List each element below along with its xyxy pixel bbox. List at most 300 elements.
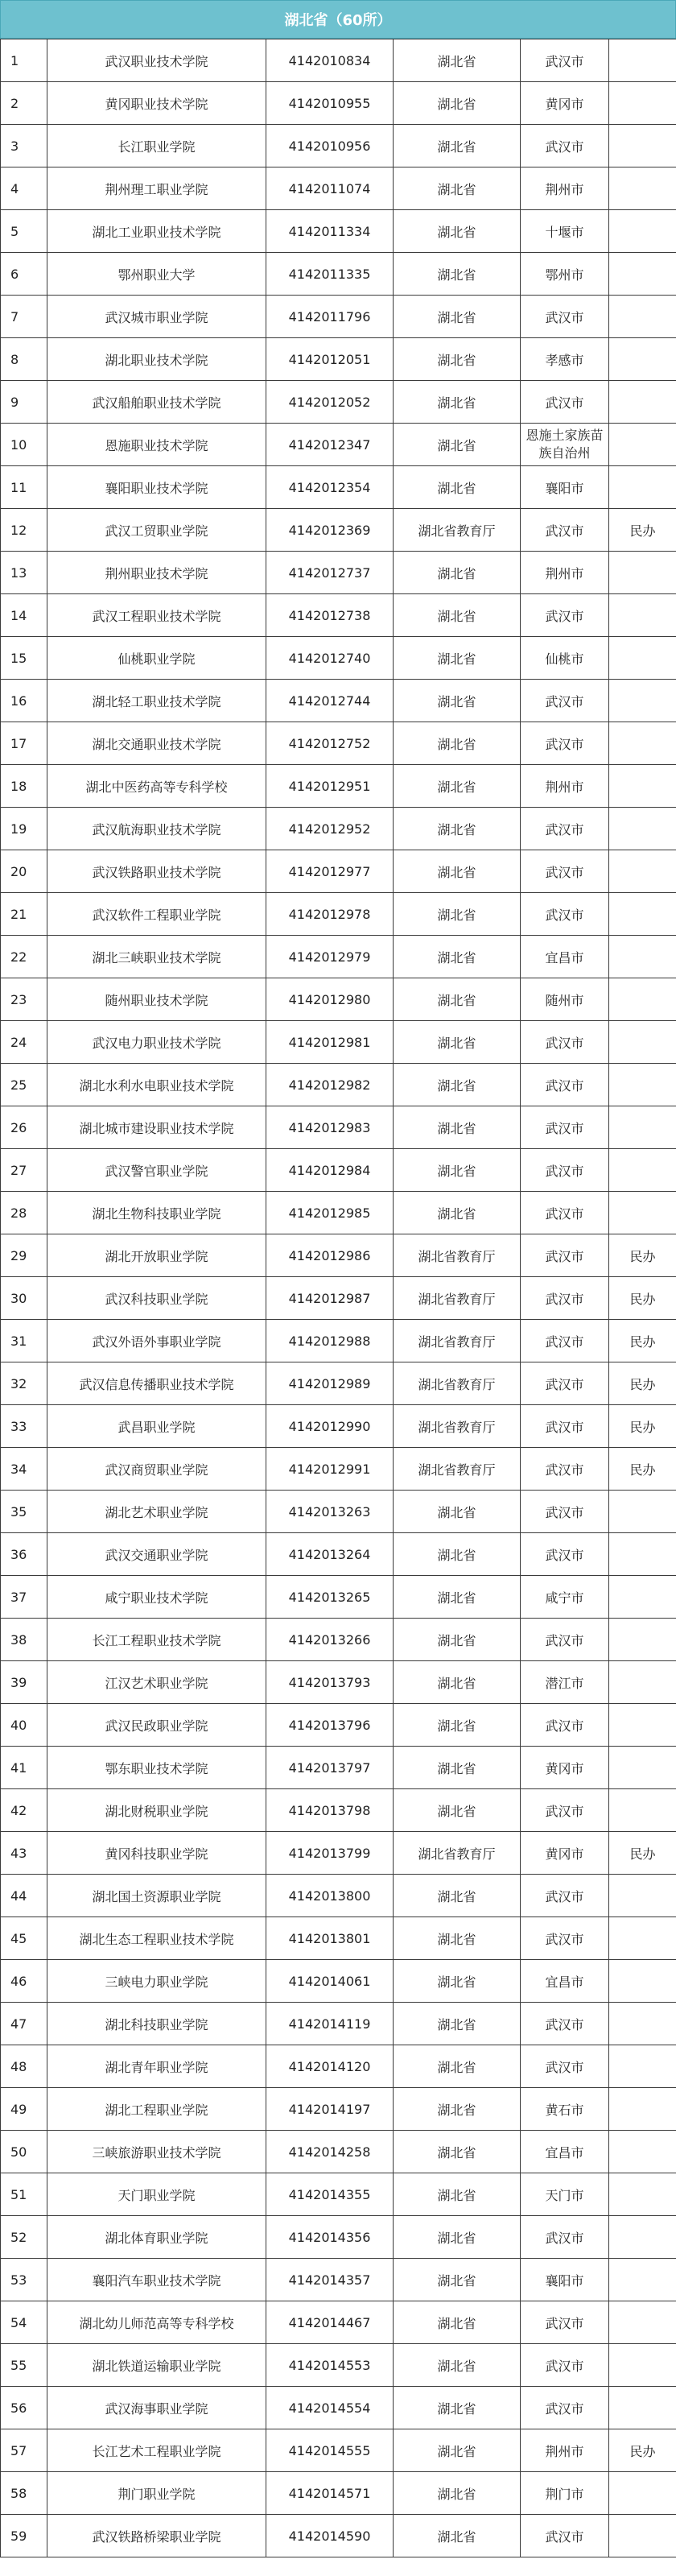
authority-cell: 湖北省教育厅 xyxy=(394,1405,521,1448)
school-code-cell: 4142011335 xyxy=(266,253,394,296)
row-number-cell: 50 xyxy=(1,2131,47,2173)
row-number-cell: 15 xyxy=(1,637,47,680)
school-name-cell: 三峡电力职业学院 xyxy=(47,1960,266,2003)
table-row xyxy=(1,1917,676,1960)
table-row xyxy=(1,1234,676,1277)
authority-cell: 湖北省 xyxy=(394,424,521,466)
city-cell: 武汉市 xyxy=(521,1789,609,1832)
city-cell: 天门市 xyxy=(521,2173,609,2216)
row-number-cell: 46 xyxy=(1,1960,47,2003)
city-cell: 武汉市 xyxy=(521,125,609,167)
note-cell xyxy=(609,1576,676,1619)
school-name-cell: 武汉民政职业学院 xyxy=(47,1704,266,1747)
authority-cell: 湖北省 xyxy=(394,637,521,680)
city-cell: 荆州市 xyxy=(521,552,609,594)
school-code-cell: 4142012987 xyxy=(266,1277,394,1320)
table-row xyxy=(1,2429,676,2472)
table-row xyxy=(1,1362,676,1405)
city-cell: 武汉市 xyxy=(521,722,609,765)
authority-cell: 湖北省教育厅 xyxy=(394,1234,521,1277)
row-number-cell: 31 xyxy=(1,1320,47,1362)
note-cell xyxy=(609,338,676,381)
school-code-cell: 4142012347 xyxy=(266,424,394,466)
city-cell: 孝感市 xyxy=(521,338,609,381)
school-code-cell: 4142013798 xyxy=(266,1789,394,1832)
school-code-cell: 4142014554 xyxy=(266,2387,394,2429)
school-code-cell: 4142012952 xyxy=(266,808,394,850)
city-cell: 襄阳市 xyxy=(521,466,609,509)
row-number-cell: 23 xyxy=(1,978,47,1021)
school-name-cell: 武汉电力职业技术学院 xyxy=(47,1021,266,1064)
row-number-cell: 27 xyxy=(1,1149,47,1192)
city-cell: 武汉市 xyxy=(521,1405,609,1448)
city-cell: 武汉市 xyxy=(521,1021,609,1064)
table-row xyxy=(1,893,676,936)
row-number-cell: 9 xyxy=(1,381,47,424)
note-cell xyxy=(609,1661,676,1704)
table-row xyxy=(1,637,676,680)
school-name-cell: 仙桃职业学院 xyxy=(47,637,266,680)
city-cell: 武汉市 xyxy=(521,1234,609,1277)
table-row xyxy=(1,381,676,424)
row-number-cell: 7 xyxy=(1,296,47,338)
school-name-cell: 武汉信息传播职业技术学院 xyxy=(47,1362,266,1405)
authority-cell: 湖北省 xyxy=(394,1747,521,1789)
school-code-cell: 4142012752 xyxy=(266,722,394,765)
school-name-cell: 荆州理工职业学院 xyxy=(47,167,266,210)
authority-cell: 湖北省 xyxy=(394,2216,521,2259)
row-number-cell: 5 xyxy=(1,210,47,253)
authority-cell: 湖北省 xyxy=(394,381,521,424)
row-number-cell: 22 xyxy=(1,936,47,978)
note-cell xyxy=(609,2472,676,2515)
school-code-cell: 4142012354 xyxy=(266,466,394,509)
note-cell xyxy=(609,765,676,808)
authority-cell: 湖北省 xyxy=(394,2301,521,2344)
row-number-cell: 11 xyxy=(1,466,47,509)
authority-cell: 湖北省 xyxy=(394,1704,521,1747)
table-row xyxy=(1,1277,676,1320)
table-row xyxy=(1,296,676,338)
table-row xyxy=(1,680,676,722)
city-cell: 武汉市 xyxy=(521,1106,609,1149)
city-cell: 武汉市 xyxy=(521,2045,609,2088)
table-row xyxy=(1,509,676,552)
row-number-cell: 21 xyxy=(1,893,47,936)
city-cell: 宜昌市 xyxy=(521,2131,609,2173)
school-code-cell: 4142013796 xyxy=(266,1704,394,1747)
school-code-cell: 4142012991 xyxy=(266,1448,394,1491)
authority-cell: 湖北省 xyxy=(394,1192,521,1234)
authority-cell: 湖北省 xyxy=(394,552,521,594)
city-cell: 武汉市 xyxy=(521,680,609,722)
row-number-cell: 57 xyxy=(1,2429,47,2472)
note-cell xyxy=(609,1192,676,1234)
table-row xyxy=(1,2216,676,2259)
school-code-cell: 4142013797 xyxy=(266,1747,394,1789)
table-row xyxy=(1,338,676,381)
school-name-cell: 鄂州职业大学 xyxy=(47,253,266,296)
authority-cell: 湖北省 xyxy=(394,765,521,808)
note-cell xyxy=(609,2045,676,2088)
row-number-cell: 38 xyxy=(1,1619,47,1661)
authority-cell: 湖北省 xyxy=(394,1106,521,1149)
authority-cell: 湖北省 xyxy=(394,1789,521,1832)
school-code-cell: 4142012979 xyxy=(266,936,394,978)
table-row xyxy=(1,1704,676,1747)
table-row xyxy=(1,82,676,125)
school-name-cell: 湖北生态工程职业技术学院 xyxy=(47,1917,266,1960)
note-cell xyxy=(609,552,676,594)
table-body xyxy=(1,39,676,2557)
authority-cell: 湖北省 xyxy=(394,2088,521,2131)
table-row xyxy=(1,1747,676,1789)
city-cell: 武汉市 xyxy=(521,2301,609,2344)
school-name-cell: 长江工程职业技术学院 xyxy=(47,1619,266,1661)
city-cell: 武汉市 xyxy=(521,1064,609,1106)
table-row xyxy=(1,1106,676,1149)
row-number-cell: 49 xyxy=(1,2088,47,2131)
school-name-cell: 江汉艺术职业学院 xyxy=(47,1661,266,1704)
row-number-cell: 37 xyxy=(1,1576,47,1619)
row-number-cell: 44 xyxy=(1,1875,47,1917)
note-cell xyxy=(609,1149,676,1192)
note-cell xyxy=(609,1704,676,1747)
table-row xyxy=(1,978,676,1021)
school-name-cell: 荆门职业学院 xyxy=(47,2472,266,2515)
row-number-cell: 29 xyxy=(1,1234,47,1277)
school-name-cell: 湖北职业技术学院 xyxy=(47,338,266,381)
table-row xyxy=(1,1789,676,1832)
school-code-cell: 4142014357 xyxy=(266,2259,394,2301)
authority-cell: 湖北省 xyxy=(394,722,521,765)
note-cell xyxy=(609,1619,676,1661)
table-row xyxy=(1,253,676,296)
note-cell xyxy=(609,2259,676,2301)
school-code-cell: 4142012986 xyxy=(266,1234,394,1277)
row-number-cell: 26 xyxy=(1,1106,47,1149)
row-number-cell: 54 xyxy=(1,2301,47,2344)
authority-cell: 湖北省教育厅 xyxy=(394,509,521,552)
school-name-cell: 武汉海事职业学院 xyxy=(47,2387,266,2429)
school-code-cell: 4142014571 xyxy=(266,2472,394,2515)
city-cell: 宜昌市 xyxy=(521,1960,609,2003)
row-number-cell: 34 xyxy=(1,1448,47,1491)
school-code-cell: 4142014590 xyxy=(266,2515,394,2557)
note-cell xyxy=(609,2173,676,2216)
table-row xyxy=(1,594,676,637)
city-cell: 咸宁市 xyxy=(521,1576,609,1619)
school-name-cell: 襄阳汽车职业技术学院 xyxy=(47,2259,266,2301)
school-code-cell: 4142012983 xyxy=(266,1106,394,1149)
row-number-cell: 48 xyxy=(1,2045,47,2088)
row-number-cell: 59 xyxy=(1,2515,47,2557)
row-number-cell: 8 xyxy=(1,338,47,381)
row-number-cell: 56 xyxy=(1,2387,47,2429)
school-name-cell: 武汉工贸职业学院 xyxy=(47,509,266,552)
school-code-cell: 4142014197 xyxy=(266,2088,394,2131)
authority-cell: 湖北省 xyxy=(394,594,521,637)
city-cell: 武汉市 xyxy=(521,1149,609,1192)
row-number-cell: 52 xyxy=(1,2216,47,2259)
note-cell xyxy=(609,1917,676,1960)
school-name-cell: 武汉航海职业技术学院 xyxy=(47,808,266,850)
school-code-cell: 4142012744 xyxy=(266,680,394,722)
city-cell: 武汉市 xyxy=(521,594,609,637)
note-cell xyxy=(609,210,676,253)
city-cell: 黄冈市 xyxy=(521,1747,609,1789)
authority-cell: 湖北省 xyxy=(394,936,521,978)
authority-cell: 湖北省 xyxy=(394,2387,521,2429)
city-cell: 武汉市 xyxy=(521,1875,609,1917)
school-code-cell: 4142012051 xyxy=(266,338,394,381)
city-cell: 武汉市 xyxy=(521,850,609,893)
authority-cell: 湖北省 xyxy=(394,1021,521,1064)
table-row xyxy=(1,1576,676,1619)
authority-cell: 湖北省 xyxy=(394,1960,521,2003)
table-row xyxy=(1,210,676,253)
table-row xyxy=(1,1491,676,1533)
authority-cell: 湖北省 xyxy=(394,1491,521,1533)
school-code-cell: 4142013263 xyxy=(266,1491,394,1533)
school-code-cell: 4142013265 xyxy=(266,1576,394,1619)
note-cell: 民办 xyxy=(609,1320,676,1362)
school-name-cell: 湖北交通职业技术学院 xyxy=(47,722,266,765)
note-cell xyxy=(609,893,676,936)
row-number-cell: 13 xyxy=(1,552,47,594)
city-cell: 武汉市 xyxy=(521,2003,609,2045)
row-number-cell: 25 xyxy=(1,1064,47,1106)
authority-cell: 湖北省 xyxy=(394,1149,521,1192)
note-cell xyxy=(609,2216,676,2259)
city-cell: 宜昌市 xyxy=(521,936,609,978)
authority-cell: 湖北省 xyxy=(394,2173,521,2216)
row-number-cell: 30 xyxy=(1,1277,47,1320)
school-name-cell: 鄂东职业技术学院 xyxy=(47,1747,266,1789)
note-cell: 民办 xyxy=(609,1405,676,1448)
city-cell: 武汉市 xyxy=(521,2344,609,2387)
table-row xyxy=(1,2088,676,2131)
school-code-cell: 4142014553 xyxy=(266,2344,394,2387)
authority-cell: 湖北省教育厅 xyxy=(394,1362,521,1405)
school-name-cell: 湖北工业职业技术学院 xyxy=(47,210,266,253)
table-row xyxy=(1,2301,676,2344)
city-cell: 十堰市 xyxy=(521,210,609,253)
row-number-cell: 53 xyxy=(1,2259,47,2301)
note-cell xyxy=(609,296,676,338)
authority-cell: 湖北省 xyxy=(394,125,521,167)
authority-cell: 湖北省 xyxy=(394,893,521,936)
school-code-cell: 4142012052 xyxy=(266,381,394,424)
authority-cell: 湖北省 xyxy=(394,1661,521,1704)
city-cell: 荆州市 xyxy=(521,2429,609,2472)
authority-cell: 湖北省 xyxy=(394,2003,521,2045)
row-number-cell: 41 xyxy=(1,1747,47,1789)
authority-cell: 湖北省 xyxy=(394,2429,521,2472)
row-number-cell: 35 xyxy=(1,1491,47,1533)
note-cell xyxy=(609,82,676,125)
school-name-cell: 湖北工程职业学院 xyxy=(47,2088,266,2131)
table-row xyxy=(1,2131,676,2173)
school-name-cell: 湖北开放职业学院 xyxy=(47,1234,266,1277)
note-cell: 民办 xyxy=(609,1362,676,1405)
school-name-cell: 湖北城市建设职业技术学院 xyxy=(47,1106,266,1149)
note-cell xyxy=(609,167,676,210)
school-table xyxy=(0,39,676,2557)
school-code-cell: 4142012981 xyxy=(266,1021,394,1064)
table-row xyxy=(1,808,676,850)
note-cell xyxy=(609,125,676,167)
school-code-cell: 4142014467 xyxy=(266,2301,394,2344)
city-cell: 仙桃市 xyxy=(521,637,609,680)
row-number-cell: 4 xyxy=(1,167,47,210)
note-cell xyxy=(609,680,676,722)
authority-cell: 湖北省 xyxy=(394,1576,521,1619)
table-title: 湖北省（60所） xyxy=(0,0,676,39)
row-number-cell: 39 xyxy=(1,1661,47,1704)
table-row xyxy=(1,2003,676,2045)
school-name-cell: 恩施职业技术学院 xyxy=(47,424,266,466)
school-name-cell: 湖北幼儿师范高等专科学校 xyxy=(47,2301,266,2344)
city-cell: 武汉市 xyxy=(521,1704,609,1747)
table-row xyxy=(1,722,676,765)
note-cell xyxy=(609,850,676,893)
row-number-cell: 3 xyxy=(1,125,47,167)
school-code-cell: 4142012982 xyxy=(266,1064,394,1106)
school-name-cell: 武昌职业学院 xyxy=(47,1405,266,1448)
table-row xyxy=(1,39,676,82)
school-code-cell: 4142011796 xyxy=(266,296,394,338)
school-code-cell: 4142014356 xyxy=(266,2216,394,2259)
note-cell: 民办 xyxy=(609,1234,676,1277)
table-row xyxy=(1,1448,676,1491)
row-number-cell: 1 xyxy=(1,39,47,82)
city-cell: 黄石市 xyxy=(521,2088,609,2131)
school-name-cell: 武汉船舶职业技术学院 xyxy=(47,381,266,424)
authority-cell: 湖北省 xyxy=(394,466,521,509)
row-number-cell: 47 xyxy=(1,2003,47,2045)
table-row xyxy=(1,1875,676,1917)
note-cell xyxy=(609,722,676,765)
school-code-cell: 4142014555 xyxy=(266,2429,394,2472)
school-name-cell: 湖北科技职业学院 xyxy=(47,2003,266,2045)
city-cell: 武汉市 xyxy=(521,1192,609,1234)
city-cell: 武汉市 xyxy=(521,1619,609,1661)
city-cell: 武汉市 xyxy=(521,2387,609,2429)
authority-cell: 湖北省 xyxy=(394,2045,521,2088)
city-cell: 武汉市 xyxy=(521,296,609,338)
authority-cell: 湖北省 xyxy=(394,1917,521,1960)
school-code-cell: 4142012740 xyxy=(266,637,394,680)
table-row xyxy=(1,2472,676,2515)
note-cell xyxy=(609,424,676,466)
row-number-cell: 40 xyxy=(1,1704,47,1747)
table-row xyxy=(1,1533,676,1576)
authority-cell: 湖北省 xyxy=(394,1064,521,1106)
note-cell xyxy=(609,2003,676,2045)
table-row xyxy=(1,2344,676,2387)
note-cell xyxy=(609,466,676,509)
school-name-cell: 武汉商贸职业学院 xyxy=(47,1448,266,1491)
note-cell xyxy=(609,808,676,850)
city-cell: 荆州市 xyxy=(521,167,609,210)
school-name-cell: 天门职业学院 xyxy=(47,2173,266,2216)
authority-cell: 湖北省 xyxy=(394,253,521,296)
school-code-cell: 4142014061 xyxy=(266,1960,394,2003)
school-code-cell: 4142010956 xyxy=(266,125,394,167)
school-name-cell: 武汉科技职业学院 xyxy=(47,1277,266,1320)
note-cell xyxy=(609,1491,676,1533)
city-cell: 武汉市 xyxy=(521,1917,609,1960)
row-number-cell: 28 xyxy=(1,1192,47,1234)
school-name-cell: 黄冈科技职业学院 xyxy=(47,1832,266,1875)
school-name-cell: 三峡旅游职业技术学院 xyxy=(47,2131,266,2173)
row-number-cell: 43 xyxy=(1,1832,47,1875)
school-name-cell: 黄冈职业技术学院 xyxy=(47,82,266,125)
city-cell: 武汉市 xyxy=(521,1491,609,1533)
school-name-cell: 湖北轻工职业技术学院 xyxy=(47,680,266,722)
note-cell xyxy=(609,936,676,978)
row-number-cell: 20 xyxy=(1,850,47,893)
city-cell: 武汉市 xyxy=(521,2216,609,2259)
school-name-cell: 武汉外语外事职业学院 xyxy=(47,1320,266,1362)
school-code-cell: 4142013801 xyxy=(266,1917,394,1960)
city-cell: 黄冈市 xyxy=(521,1832,609,1875)
table-row xyxy=(1,1619,676,1661)
row-number-cell: 58 xyxy=(1,2472,47,2515)
school-code-cell: 4142013799 xyxy=(266,1832,394,1875)
school-name-cell: 长江艺术工程职业学院 xyxy=(47,2429,266,2472)
authority-cell: 湖北省教育厅 xyxy=(394,1448,521,1491)
row-number-cell: 10 xyxy=(1,424,47,466)
city-cell: 武汉市 xyxy=(521,2515,609,2557)
school-code-cell: 4142010955 xyxy=(266,82,394,125)
note-cell xyxy=(609,1747,676,1789)
note-cell xyxy=(609,2088,676,2131)
row-number-cell: 55 xyxy=(1,2344,47,2387)
school-code-cell: 4142013264 xyxy=(266,1533,394,1576)
authority-cell: 湖北省 xyxy=(394,167,521,210)
table-row xyxy=(1,850,676,893)
table-row xyxy=(1,2259,676,2301)
city-cell: 武汉市 xyxy=(521,808,609,850)
authority-cell: 湖北省 xyxy=(394,210,521,253)
school-code-cell: 4142012951 xyxy=(266,765,394,808)
school-name-cell: 湖北生物科技职业学院 xyxy=(47,1192,266,1234)
row-number-cell: 17 xyxy=(1,722,47,765)
school-name-cell: 湖北中医药高等专科学校 xyxy=(47,765,266,808)
school-name-cell: 襄阳职业技术学院 xyxy=(47,466,266,509)
school-code-cell: 4142013793 xyxy=(266,1661,394,1704)
school-name-cell: 湖北三峡职业技术学院 xyxy=(47,936,266,978)
school-name-cell: 武汉警官职业学院 xyxy=(47,1149,266,1192)
note-cell xyxy=(609,2131,676,2173)
table-row xyxy=(1,1960,676,2003)
school-name-cell: 湖北国土资源职业学院 xyxy=(47,1875,266,1917)
school-name-cell: 武汉铁路桥梁职业学院 xyxy=(47,2515,266,2557)
note-cell xyxy=(609,2301,676,2344)
school-name-cell: 咸宁职业技术学院 xyxy=(47,1576,266,1619)
note-cell: 民办 xyxy=(609,509,676,552)
table-row xyxy=(1,424,676,466)
authority-cell: 湖北省 xyxy=(394,2131,521,2173)
table-row xyxy=(1,125,676,167)
authority-cell: 湖北省教育厅 xyxy=(394,1832,521,1875)
city-cell: 潜江市 xyxy=(521,1661,609,1704)
table-row xyxy=(1,552,676,594)
row-number-cell: 33 xyxy=(1,1405,47,1448)
city-cell: 襄阳市 xyxy=(521,2259,609,2301)
